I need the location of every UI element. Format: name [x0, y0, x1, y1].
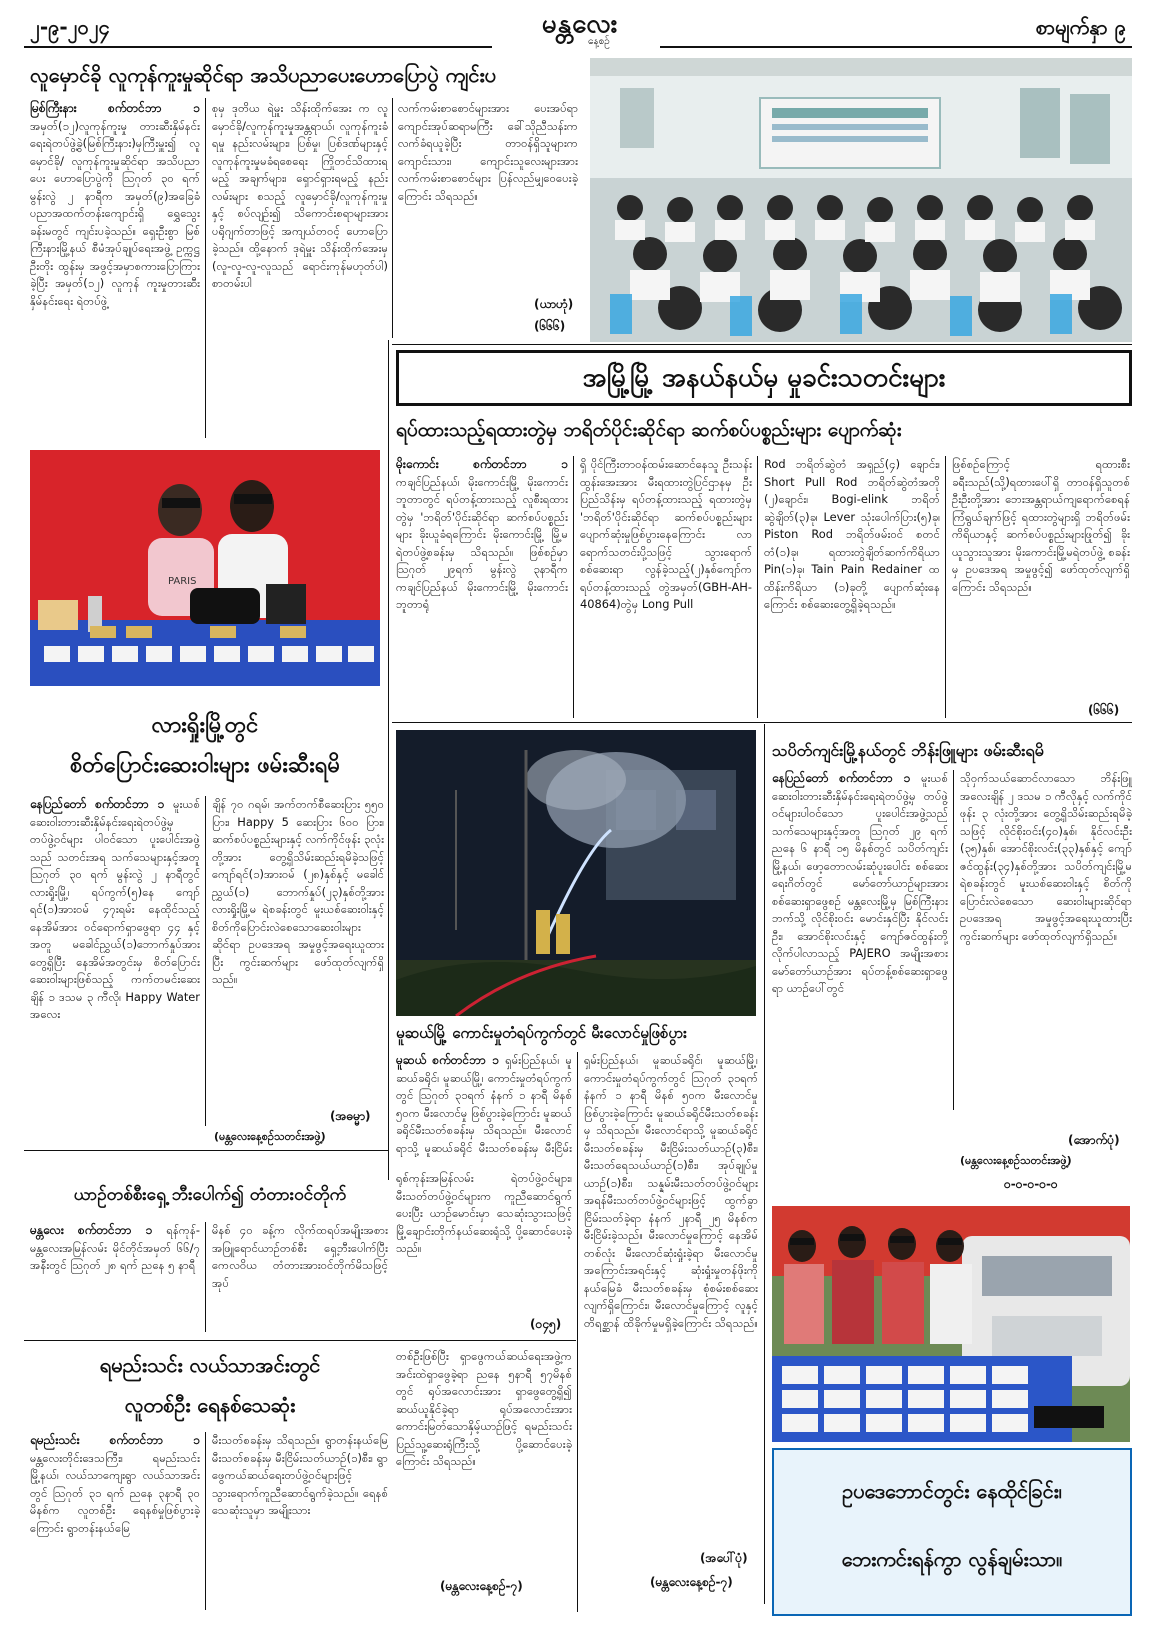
article6-byline: မန္တလေး — [30, 1223, 64, 1237]
article6-col1-text: ရန်ကုန်-မန္တလေးအမြန်လမ်း မိုင်တိုင်အမှတ် ၆၆/၇ အနီးတွင် ဩဂုတ် ၂၈ ရက် ညနေ ၅ နာရီ — [30, 1223, 200, 1272]
col-divider — [205, 1432, 206, 1610]
article6-byline-date: စက်တင်ဘာ ၁ — [77, 1223, 153, 1237]
article3-headline-line1: လားရှိုးမြို့တွင် — [151, 713, 259, 738]
article6-col1 — [30, 1222, 200, 1330]
article2-headline: ရပ်ထားသည့်ရထားတွဲမှ ဘရိတ်ပိုင်းဆိုင်ရာ ဆက်စပ်ပစ္စည်းများ ပျောက်ဆုံး — [396, 419, 902, 441]
section-banner: အမြို့မြို့ အနယ်နယ်မှ မှုခင်းသတင်းများ — [396, 350, 1132, 406]
article1-byline: မြစ်ကြီးနား — [30, 101, 77, 115]
article3-byline: နေပြည်တော် — [30, 797, 87, 811]
article3-col1-text: မူးယစ်ဆေးဝါးတားဆီးနှိမ်နင်းရေးရဲတပ်ဖွဲ့မှ တပ်ဖွဲ့ဝင်များ ပါဝင်သော ပူးပေါင်းအဖွဲ့သည် သတင်းအရ သက်သေများနှင့်အတူ ဩဂုတ် ၃၀ ရက် မွန်းလွဲ ၂ နာရီတွင် လားရှိုးမြို့၊ ရပ်ကွက်(၅)နေ ကျော်ရင်(၁)အားဝမ် ၄၇းရမ်း နေထိုင်သည့် နေအိမ်အား ဝင်ရောက်ရှာဖွေရာ ၄၄ နှင့်အတူ မခေါင်ညွှယ်(၁)ဘောက်နှုပ်အား တွေ့ရှိပြီး နေအိမ်အတွင်းမှ စိတ်ပြောင်းဆေးဝါးများဖြစ်သည့် ကက်တမင်းဆေးချိန် ၁ ဒသမ ၃ ကီလို၊ Happy Water အလေး — [30, 797, 200, 1021]
article7-col1-text: မန္တလေးတိုင်းဒေသကြီး၊ ရမည်းသင်းမြို့နယ်၊ လယ်သာကျေးရွာ လယ်သာအင်းတွင် ဩဂုတ် ၃၁ ရက် ညနေ ၃နာရီ ၃၀ မိနစ်က လူတစ်ဦး ရေနစ်မှုဖြစ်ပွားခဲ့ကြောင်း ရွာတန်းနယ်မြေ — [30, 1450, 200, 1535]
article7-headline-line2: လူတစ်ဦး ရေနစ်သေဆုံး — [124, 1393, 296, 1417]
col-divider — [392, 98, 393, 338]
article1-byline-date: စက်တင်ဘာ ၁ — [108, 101, 200, 115]
article4-headline: သပိတ်ကျင်းမြို့နယ်တွင် ဘိန်းဖြူများ ဖမ်းဆီးရမိ — [772, 741, 1044, 760]
article3-headline-line2: စိတ်ပြောင်းဆေးဝါးများ ဖမ်းဆီးရမိ — [69, 753, 341, 778]
notice-line-1: ဥပဒေဘောင်တွင်း နေထိုင်ခြင်း၊ — [842, 1479, 1062, 1503]
article5-col2 — [584, 1052, 758, 1544]
article5-byline-date: စက်တင်ဘာ ၁ — [432, 1053, 500, 1067]
article5-credit-team: (မန္တလေးနေ့စဉ်-၇) — [650, 1575, 733, 1589]
article6-headline: ယာဉ်တစ်စီးရှေ့ ဘီးပေါက်၍ တံတားဝင်တိုက် — [73, 1185, 347, 1205]
article1-headline: လူမှောင်ခို လူကုန်ကူးမှုဆိုင်ရာ အသိပညာပေးဟောပြောပွဲ ကျင်းပ — [30, 63, 496, 87]
masthead-sub: နေ့စဉ် — [588, 36, 610, 47]
article3-col2: ချိန် ၇၀ ဂရမ်၊ အက်တက်စီဆေးပြား ၅၅၀ ပြား၊ Happy 5 ဆေးပြား ၆၀၀ ပြား၊ ဆက်စပ်ပစ္စည်းများနှင့် လက်ကိုင်ဖုန်း ၃လုံးတို့အား တွေ့ရှိသိမ်းဆည်းရမိခဲ့သဖြင့် ကျော်ရင်(၁)အားဝမ် (၂၈)နှစ်နှင့် မခေါင်ညွှယ်(၁) ဘောက်နှုပ်(၂၃)နှစ်တို့အား လားရှိုးမြို့မ ရဲစခန်းတွင် မူးယစ်ဆေးဝါးနှင့် စိတ်ကိုပြောင်းလဲစေသောဆေးဝါးများဆိုင်ရာ ဥပဒေအရ အမှုဖွင့်အရေးယူထားပြီး ကွင်းဆက်များ ဖော်ထုတ်လျက်ရှိသည်။ — [212, 797, 384, 986]
article4-end-mark: ၀-၀-၀-၀-၀ — [1004, 1177, 1058, 1191]
notice-line-2: ဘေးကင်းရန်ကွာ လွန်ချမ်းသာ။ — [841, 1547, 1063, 1571]
header-rule-right — [660, 46, 1132, 48]
article3-credit-team: (မန္တလေးနေ့စဉ်သတင်းအဖွဲ့) — [214, 1130, 326, 1143]
public-notice-box — [772, 1448, 1132, 1616]
article1-col2: စုမှ ဒုတိယ ရဲမှူး သိန်းထိုက်အေး က လူမှောင်ခို/လူကုန်ကူးမှုအန္တရာယ်၊ လူကုန်ကူးခံရမှု နည်းလမ်းများ၊ ပြစ်မှု၊ ပြစ်ဒဏ်များနှင့် လူကုန်ကူးမှုမခံရစေရေး ကြိုတင်သိထားရမည့် အချက်များ၊ ရှောင်ရှားရမည့် နည်းလမ်းများ စသည့် လူမှောင်ခို/လူကုန်ကူးမှုနှင့် စပ်လျဉ်း၍ သိကောင်းစရာများအား ပရိုဂျက်တာဖြင့် အကျယ်တဝင့် ဟောပြောခဲ့သည်။ ထို့နောက် ဒုရဲမှူး သိန်းထိုက်အေးမှ (လူ-လူ-လူ-လူသည် ရောင်းကုန်မဟုတ်ပါ) စာတမ်းပါ — [212, 101, 388, 290]
article2-byline: မိုးကောင်း — [396, 457, 439, 471]
article2-col1-text: ကချင်ပြည်နယ်၊ မိုးကောင်းမြို့ မိုးကောင်းဘူတာတွင် ရပ်တန့်ထားသည့် လူစီးရထားတွဲမှ 'ဘရိတ်'ပိုင်းဆိုင်ရာ ဆက်စပ်ပစ္စည်းများ ခိုးယူခံရကြောင်း မိုးကောင်းမြို့ မြို့မရဲတပ်ဖွဲ့စခန်းမှ သိရသည်။ ဖြစ်စဉ်မှာ ဩဂုတ် ၂၉ရက် မွန်းလွဲ ၃နာရီက ကချင်ပြည်နယ် မိုးကောင်းမြို့ မိုးကောင်းဘူတာရုံ — [396, 474, 568, 611]
article3-credit-photo: (အဓမ္မာ) — [330, 1109, 371, 1123]
article4-col1 — [772, 770, 948, 1150]
article1-col1 — [30, 100, 200, 440]
article2-credit: (၆၆၆) — [1088, 703, 1120, 717]
article5-byline: မူဆယ် — [396, 1053, 427, 1067]
article4-col2: သိုဝှက်သယ်ဆောင်လာသော ဘိန်းဖြူအလေးချိန် ၂ ဒသမ ၁ ကီလိုနှင့် လက်ကိုင်ဖုန်း ၃ လုံးတို့အား တွေ့ရှိသိမ်းဆည်းရမိခဲ့သဖြင့် လိုင်စိုးဝင်း(၄၀)နှစ်၊ နိုင်လင်းဦး (၃၅)နှစ်၊ အောင်စိုးလင်း(၃၃)နှစ်နှင့် ကျော်ဇင်ထွန်း(၃၄)နှစ်တို့အား သပိတ်ကျင်းမြို့မရဲစခန်းတွင် မူးယစ်ဆေးဝါးနှင့် စိတ်ကိုပြောင်းလဲစေသော ဆေးဝါးများဆိုင်ရာ ဥပဒေအရ အမှုဖွင့်အရေးယူထားပြီး ကွင်းဆက်များ ဖော်ထုတ်လျက်ရှိသည်။ — [960, 771, 1132, 943]
col-divider — [945, 456, 946, 718]
article7-byline: ရမည်းသင်း — [30, 1433, 80, 1447]
article7-headline-line1: ရမည်းသင်း လယ်သာအင်းတွင် — [99, 1353, 321, 1377]
article5-headline: မူဆယ်မြို့ ကောင်းမှုတံရပ်ကွက်တွင် မီးလောင်မှုဖြစ်ပွား — [396, 1024, 687, 1042]
article2-byline-date: စက်တင်ဘာ ၁ — [473, 457, 568, 471]
article6-col3: ရုစ်ကုန်းအမြန်လမ်း ရဲတပ်ဖွဲ့ဝင်များ၊ မီးသတ်တပ်ဖွဲ့ဝင်များက ကူညီဆောင်ရွက်ပေးပြီး ယာဉ်မောင်းမှာ သေဆုံးသွားသဖြင့် မြို့ချောင်းတိုက်နယ်ဆေးရုံသို့ ပို့ဆောင်ပေးခဲ့သည်။ — [396, 1171, 572, 1255]
seminar-photo — [590, 58, 1132, 342]
article7-col3: တစ်ဦးဖြစ်ပြီး ရှာဖွေကယ်ဆယ်ရေးအဖွဲ့က အင်းထဲရှာဖွေခဲ့ရာ ညနေ ၅နာရီ ၅၇မိနစ်တွင် ရုပ်အလောင်းအား ရှာဖွေတွေ့ရှိ၍ ဆယ်ယူနိုင်ခဲ့ရာ ရုပ်အလောင်းအား ကောင်းမြတ်သောနှိမ့်ယာဉ်ဖြင့် ရမည်းသင်းပြည်သူ့ဆေးရုံကြီးသို့ ပို့ဆောင်ပေးခဲ့ကြောင်း သိရသည်။ — [396, 1349, 572, 1468]
header-rule — [24, 46, 492, 48]
article1-col1-text: အမှတ်(၁၂)လူကုန်ကူးမှု တားဆီးနှိမ်နင်းရေးရဲတပ်ဖွဲ့ခွဲ(မြစ်ကြီးနား)မှကြီးမှူး၍ လူမှောင်ခို/ လူကုန်ကူးမှုဆိုင်ရာ အသိပညာပေး ဟောပြောပွဲကို ဩဂုတ် ၃၀ ရက် မွန်းလွဲ ၂ နာရီက အမှတ်(၉)အခြေခံ ပညာအထက်တန်းကျောင်းရှိ ရွှေသွေးခန်းမတွင် ကျင်းပခဲ့သည်။ ရှေးဦးစွာ မြစ်ကြီးနားမြို့နယ် စီမံအုပ်ချုပ်ရေးအဖွဲ့ ဥက္ကဋ္ဌ ဦးတိုး ထွန်းမှ အဖွင့်အမှာစကားပြောကြားခဲ့ပြီး အမှတ်(၁၂) လူကုန် ကူးမှုတားဆီးနှိမ်နင်းရေး ရဲတပ်ဖွဲ့ — [30, 118, 200, 308]
col-divider — [205, 98, 206, 438]
article4-byline-date: စက်တင်ဘာ ၁ — [839, 771, 911, 785]
left-column-rule — [388, 340, 389, 1180]
page-number: စာမျက်နှာ ၉ — [1035, 15, 1126, 39]
article5-credit-photo: (အပေါ်ပုံ) — [700, 1551, 748, 1565]
col-divider — [757, 456, 758, 718]
section-rule — [392, 344, 1132, 345]
article3-byline-date: စက်တင်ဘာ ၁ — [95, 797, 165, 811]
col-divider — [764, 724, 765, 1604]
masthead-logo: မန္တလေး — [541, 9, 619, 39]
article4-byline: နေပြည်တော် — [772, 771, 829, 785]
shirt-print: PARIS — [168, 576, 197, 587]
section-rule — [24, 1150, 388, 1151]
article5-col2-text: ရှမ်းပြည်နယ်၊ မူဆယ်ခရိုင်၊ မူဆယ်မြို့၊ ကောင်းမှုတံရပ်ကွက်တွင် ဩဂုတ် ၃၁ရက် နံနက် ၁ နာရီ မိနစ် ၅၀က မီးလောင်မှု ဖြစ်ပွားခဲ့ကြောင်း မူဆယ်ခရိုင်မီးသတ်စခန်းမှ သိရသည်။ မီးလောင်ရာသို့ မူဆယ်ခရိုင် မီးသတ်စခန်းမှ မီးငြိမ်းသတ်ယာဉ်(၃)စီး၊ မီးသတ်ရေသယ်ယာဉ်(၁)စီး၊ အုပ်ချုပ်မှုယာဉ်(၁)စီး၊ သန္နမ်းမီးသတ်တပ်ဖွဲ့ဝင်များ အရန်မီးသတ်တပ်ဖွဲ့ဝင်များဖြင့် ထွက်ခွာငြိမ်းသတ်ခဲ့ရာ နံနက် ၂နာရီ ၂၅ မိနစ်က မီးငြိမ်းခဲ့သည်။ မီးလောင်မှုကြောင့် နေအိမ် တစ်လုံး မီးလောင်ဆုံးရှုံးခဲ့ရာ မီးလောင်မှု အကြောင်းအရင်းနှင့် ဆုံးရှုံးမှုတန်ဖိုးကို နယ်မြေခံ မီးသတ်စခန်းမှ စုံစမ်းစစ်ဆေးလျက်ရှိကြောင်း၊ မီးလောင်မှုကြောင့် လူနှင့်တိရစ္ဆာန် ထိခိုက်မှုမရှိခဲ့ကြောင်း သိရသည်။ — [584, 1053, 758, 1330]
article2-col2: ရှိ ပိုင်ကြီးတာဝန်ထမ်းဆောင်နေသူ ဦးသန်းထွန်းအေးအား မီးရထားတွဲပြင်ဌာနမှ ဦးပြည်သိန်းမှ ရပ်တန့်ထားသည့် ရထားတွဲမှ 'ဘရိတ်'ပိုင်းဆိုင်ရာ ဆက်စပ်ပစ္စည်းများ ပျောက်ဆုံးမှုဖြစ်ပွားနေကြောင်း လာရောက်သတင်းပို့သဖြင့် သွားရောက်စစ်ဆေးရာ လွန်ခဲ့သည့်(၂)နှစ်ကျော်က ရပ်တန့်ထားသည့် တွဲအမှတ်(GBH-AH-40864)တွဲမှ Long Pull — [580, 457, 752, 611]
article7-col1 — [30, 1432, 200, 1612]
article7-byline-date: စက်တင်ဘာ ၁ — [109, 1433, 200, 1447]
col-divider — [577, 1052, 578, 1612]
col-divider — [953, 770, 954, 1110]
article2-col1 — [396, 456, 568, 720]
article3-col1 — [30, 796, 200, 1126]
col-divider — [205, 1222, 206, 1332]
issue-date: ၂-၉-၂၀၂၄ — [30, 15, 110, 39]
article5-col1-text: ရှမ်းပြည်နယ်၊ မူဆယ်ခရိုင်၊ မူဆယ်မြို့၊ ကောင်းမှုတံရပ်ကွက်တွင် ဩဂုတ် ၃၁ရက် နံနက် ၁ နာရီ မိနစ် ၅၀က မီးလောင်မှု ဖြစ်ပွားခဲ့ကြောင်း မူဆယ်ခရိုင်မီးသတ်စခန်းမှ သိရသည်။ မီးလောင်ရာသို့ မူဆယ်ခရိုင် မီးသတ်စခန်းမှ မီးငြိမ်း — [396, 1053, 572, 1155]
article2-col3: Rod ဘရိတ်ဆွဲတံ အရှည်(၄) ချောင်း၊ Short Pull Rod ဘရိတ်ဆွဲတံအတို (၂)ချောင်း၊ Bogi-elink ဘရိတ်ဆွဲချိတ်(၃)ခု၊ Lever သုံးပေါက်ပြား(၅)ခု၊ Piston Rod ဘရိတ်ဖမ်းဝင် စတင်တံ(၁)ခု၊ ရထားတွဲချိတ်ဆက်ကိရိယာ Pin(၁)ခု၊ Tain Pain Redainer ထထိန်းကိရိယာ (၁)ခုတို့ ပျောက်ဆုံးနေကြောင်း စစ်ဆေးတွေ့ရှိခဲ့ရသည်။ — [764, 457, 940, 611]
suspects-evidence-photo — [30, 450, 380, 686]
article2-col4: ဖြစ်စဉ်ကြောင့် ရထားစီး ခရီးသည်(သို့)ရထားပေါ်ရှိ တာဝန်ရှိသူတစ်ဦးဦးတို့အား ဘေးအန္တရာယ်ကျရောက်စေရန် ကြံရွယ်ချက်ဖြင့် ရထားတွဲများရှိ ဘရိတ်ဖမ်းကိရိယာနှင့် ဆက်စပ်ပစ္စည်းများဖြုတ်၍ ခိုးယူသွားသူအား မိုးကောင်းမြို့မရဲတပ်ဖွဲ့ စခန်းမှ ဥပဒေအရ အမှုဖွင့်၍ ဖော်ထုတ်လျက်ရှိကြောင်း သိရသည်။ — [952, 457, 1130, 594]
article1-credit-photo: (ယာဟုံ) — [534, 297, 574, 311]
col-divider — [573, 456, 574, 718]
article1-credit-code: (၆၆၆) — [534, 319, 566, 333]
article4-credit-team: (မန္တလေးနေ့စဉ်သတင်းအဖွဲ့) — [960, 1154, 1072, 1167]
article6-credit: (၀၄၅) — [530, 1317, 562, 1331]
section-rule — [24, 1340, 576, 1341]
suspects-car-photo — [772, 1206, 1130, 1442]
article1-col3: လက်ကမ်းစာစောင်များအား ပေးအပ်ရာ ကျောင်းအုပ်ဆရာမကြီး ခေါ်သိုညီသန်းက လက်ခံရယူခဲ့ပြီး တာဝန်ရှိသူများက ကျောင်းသား၊ ကျောင်းသူလေးများအား လက်ကမ်းစာစောင်များ ပြန်လည်မျှဝေပေးခဲ့ကြောင်း သိရသည်။ — [398, 101, 578, 203]
fire-photo — [396, 730, 756, 1016]
article7-credit: (မန္တလေးနေ့စဉ်-၇) — [440, 1579, 523, 1593]
article7-col2: မီးသတ်စခန်းမှ သိရသည်။ ရွာတန်းနယ်မြေမီးသတ်စခန်းမှ မီးငြိမ်းသတ်ယာဉ်(၁)စီး၊ ရွာဖွေကယ်ဆယ်ရေးတပ်ဖွဲ့ဝင်များဖြင့် သွားရောက်ကူညီဆောင်ရွက်ခဲ့သည်။ ရေနစ်သေဆုံးသူမှာ အမျိုးသား — [212, 1433, 388, 1517]
col-divider — [205, 796, 206, 1126]
article4-credit-photo: (အောက်ပုံ) — [1068, 1133, 1120, 1147]
article4-col1-text: မူးယစ်ဆေးဝါးတားဆီးနှိမ်နင်းရေးရဲတပ်ဖွဲ့မှ တပ်ဖွဲ့ဝင်များပါဝင်သော ပူးပေါင်းအဖွဲ့သည် သက်သေများနှင့်အတူ ဩဂုတ် ၂၉ ရက် ညနေ ၆ နာရီ ၁၅ မိနစ်တွင် သပိတ်ကျင်းမြို့နယ်၊ ဖော့တောလမ်းဆုံပူးပေါင်း စစ်ဆေးရေးဂိတ်တွင် မော်တော်ယာဉ်များအား စစ်ဆေးရှာဖွေစဉ် မန္တလေးမြို့မှ မြစ်ကြီးနားဘက်သို့ လိုင်စိုးဝင်း မောင်းနှင်ပြီး နိုင်လင်းဦး၊ အောင်စိုးလင်းနှင့် ကျော်ဇင်ထွန်းတို့ လိုက်ပါလာသည့် PAJERO အမျိုးအစား မော်တော်ယာဉ်အား ရပ်တန့်စစ်ဆေးရှာဖွေရာ ယာဉ်ပေါ်တွင် — [772, 771, 948, 995]
article6-col2: မိနစ် ၄၀ ခန့်က လိုက်ထရပ်အမျိုးအစား အဖြူရောင်ယာဉ်တစ်စီး ရှေ့ဘီးပေါက်ပြီး ကေလဝိယ တံတားအားဝင်တိုက်မိသဖြင့် အုပ် — [212, 1223, 388, 1290]
section-rule — [392, 722, 1132, 723]
article5-col1 — [396, 1052, 572, 1158]
